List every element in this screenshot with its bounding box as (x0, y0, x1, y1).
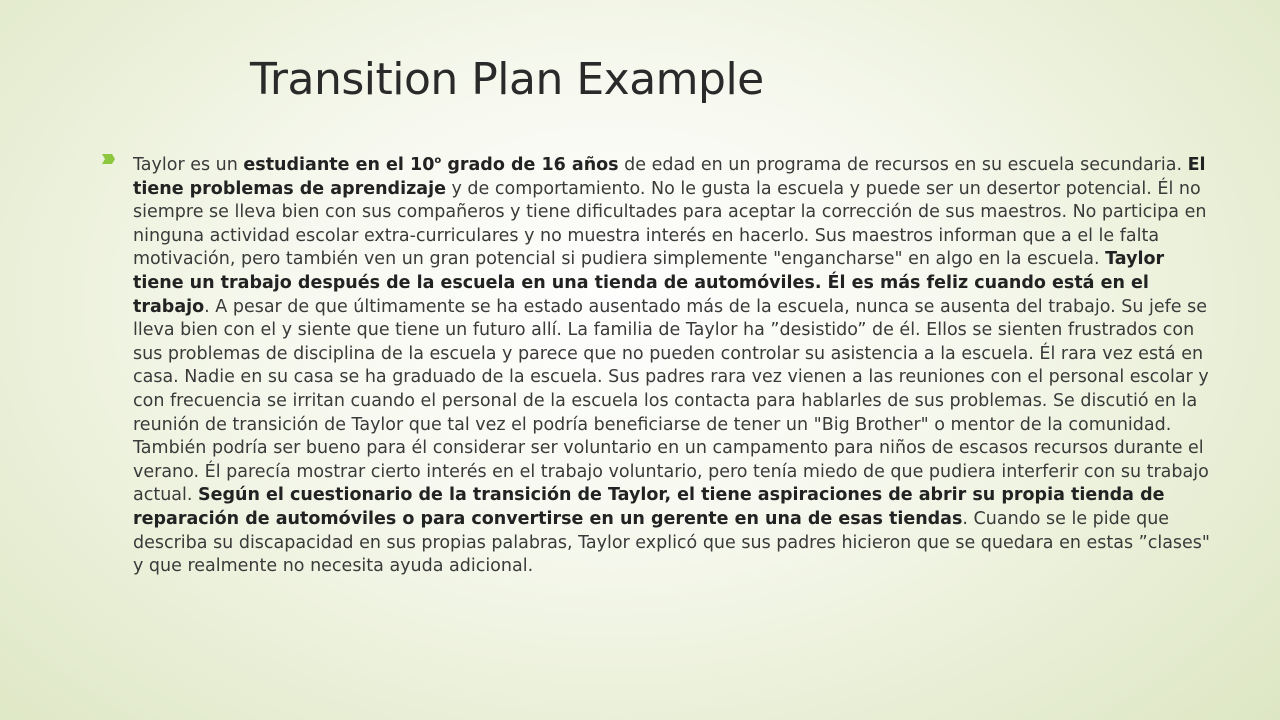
bold-run: Según el cuestionario de la transición de Taylor, el tiene aspiraciones de abrir su propia tienda de reparación de automóviles o para convertirse en un gerente en una de esas tiendas (133, 485, 1165, 529)
bullet-pointer-icon-svg (100, 152, 116, 166)
text-run: y de comportamiento. No le gusta la escuela y puede ser un desertor potencial. Él no siempre se lleva bien con sus compañeros y tiene dificultades para aceptar la corrección de sus maestros. No participa en ninguna actividad escolar extra-curriculares y no muestra interés en hacerlo. Sus maestros informan que a el le falta motivación, pero también ven un gran potencial si pudiera simplemente "engancharse" en algo en la escuela. (133, 178, 1207, 270)
text-run: Taylor es un (133, 155, 244, 175)
superscript-run: o (434, 155, 442, 167)
text-run: de edad en un programa de recursos en su escuela secundaria. (618, 155, 1188, 175)
bold-run: estudiante en el 10 (243, 155, 435, 175)
slide-paragraph (133, 154, 1213, 579)
bold-run: Taylor tiene un trabajo después de la escuela en una tienda de automóviles. Él es más feliz cuando está en el trabajo (133, 249, 1165, 317)
bold-run: El tiene problemas de aprendizaje (133, 155, 1206, 199)
text-run: . Cuando se le pide que describa su discapacidad en sus propias palabras, Taylor explicó que sus padres hicieron que se quedara en estas ”clases" y que realmente no necesita ayuda adicional. (133, 508, 1210, 577)
bullet-pointer-icon (100, 152, 116, 170)
bold-run: grado de 16 años (441, 155, 619, 175)
text-run: . A pesar de que últimamente se ha estado ausentado más de la escuela, nunca se ausenta del trabajo. Su jefe se lleva bien con el y siente que tiene un futuro allí. La familia de Taylor ha ”desistido” de él. Ellos se sienten frustrados con sus problemas de disciplina de la escuela y parece que no pueden controlar su asistencia a la escuela. Él rara vez está en casa. Nadie en su casa se ha graduado de la escuela. Sus padres rara vez vienen a las reuniones con el personal escolar y con frecuencia se irritan cuando el personal de la escuela los contacta para hablarles de sus problemas. Se discutió en la reunión de transición de Taylor que tal vez el podría beneficiarse de tener un "Big Brother" o mentor de la comunidad. También podría ser bueno para él considerar ser voluntario en un campamento para niños de escasos recursos durante el verano. Él parecía mostrar cierto interés en el trabajo voluntario, pero tenía miedo de que pudiera interferir con su trabajo actual. (133, 296, 1209, 506)
slide-title: Transition Plan Example (250, 54, 764, 105)
